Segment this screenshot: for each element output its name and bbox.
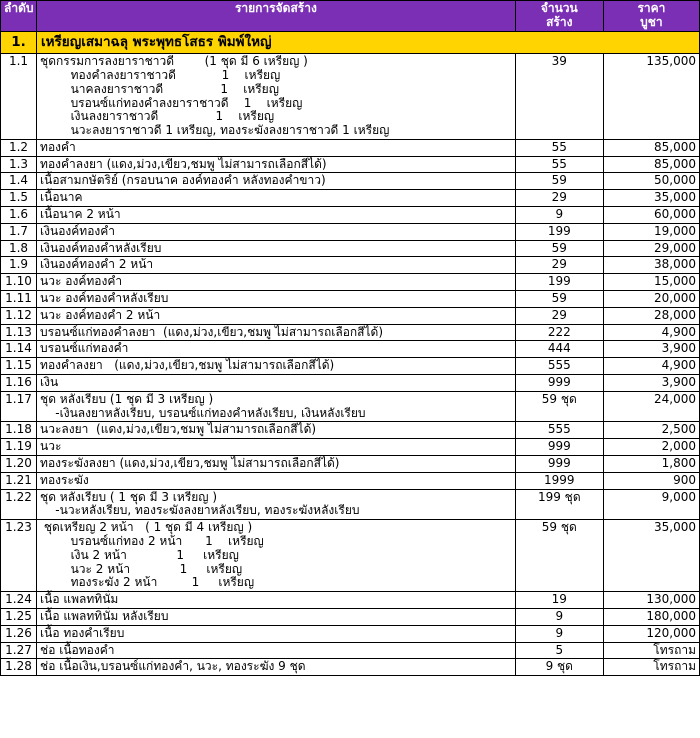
row-number: 1.5: [1, 190, 37, 207]
table-row: [1, 291, 700, 308]
row-description: [37, 609, 516, 626]
row-description: [37, 307, 516, 324]
row-price: 35,000: [603, 190, 699, 207]
row-number: 1.12: [1, 307, 37, 324]
row-quantity: 5: [515, 642, 603, 659]
table-body: [1, 31, 700, 676]
row-number: 1.27: [1, 642, 37, 659]
table-row: [1, 257, 700, 274]
row-description: [37, 358, 516, 375]
row-number: 1.1: [1, 54, 37, 140]
row-quantity: 199: [515, 223, 603, 240]
row-price: 2,000: [603, 439, 699, 456]
row-number: 1.6: [1, 207, 37, 224]
description-line: ทองคำลงยา (แดง,ม่วง,เขียว,ชมพู ไม่สามารถเลือกสีได้): [40, 156, 327, 171]
row-quantity: 59: [515, 291, 603, 308]
row-quantity: 9: [515, 207, 603, 224]
row-number: 1.17: [1, 391, 37, 422]
row-number: 1.7: [1, 223, 37, 240]
row-description: [37, 240, 516, 257]
row-description: [37, 54, 516, 140]
row-description: [37, 173, 516, 190]
row-quantity: 19: [515, 592, 603, 609]
row-quantity: 999: [515, 375, 603, 392]
header-price: [603, 1, 699, 32]
table-row: [1, 472, 700, 489]
row-description: [37, 274, 516, 291]
description-line: นวะลงยา (แดง,ม่วง,เขียว,ชมพู ไม่สามารถเลือกสีได้): [40, 422, 317, 437]
description-line: -นวะหลังเรียบ, ทองระฆังลงยาหลังเรียบ, ทองระฆังหลังเรียบ: [40, 503, 360, 518]
table-row: [1, 207, 700, 224]
row-description: [37, 456, 516, 473]
row-description: [37, 625, 516, 642]
row-number: 1.10: [1, 274, 37, 291]
description-line: เนื้อ แพลททินั่ม: [40, 592, 119, 607]
row-quantity: 1999: [515, 472, 603, 489]
row-description: [37, 207, 516, 224]
row-description: [37, 156, 516, 173]
description-line: ชุดกรรมการลงยาราชาวดี (1 ชุด มี 6 เหรียญ ): [40, 54, 308, 69]
description-line: เงิน 2 หน้า 1 เหรียญ: [40, 547, 239, 562]
row-quantity: 29: [515, 190, 603, 207]
header-no: ลำดับ: [1, 1, 37, 32]
row-quantity: 555: [515, 422, 603, 439]
description-line: ชุดเหรียญ 2 หน้า ( 1 ชุด มี 4 เหรียญ ): [40, 520, 253, 535]
row-quantity: 222: [515, 324, 603, 341]
row-price: 3,900: [603, 341, 699, 358]
row-price: 85,000: [603, 139, 699, 156]
table-row: [1, 642, 700, 659]
description-line: เงิน: [40, 375, 59, 390]
description-line: นวะ: [40, 439, 62, 454]
row-description: [37, 341, 516, 358]
row-quantity: 59: [515, 240, 603, 257]
row-price: 50,000: [603, 173, 699, 190]
row-description: [37, 422, 516, 439]
table-row: [1, 156, 700, 173]
row-description: [37, 659, 516, 676]
row-price: โทรถาม: [603, 659, 699, 676]
row-description: [37, 291, 516, 308]
row-number: 1.20: [1, 456, 37, 473]
row-price: 120,000: [603, 625, 699, 642]
description-line: ทองระฆัง 2 หน้า 1 เหรียญ: [40, 575, 255, 590]
table-row: [1, 422, 700, 439]
table-row: [1, 190, 700, 207]
table-row: [1, 358, 700, 375]
row-price: 15,000: [603, 274, 699, 291]
row-number: 1.24: [1, 592, 37, 609]
row-price: 900: [603, 472, 699, 489]
description-line: เนื้อ แพลททินั่ม หลังเรียบ: [40, 609, 169, 623]
table-row: [1, 489, 700, 520]
description-line: บรอนซ์แก่ทองคำ: [40, 341, 129, 356]
table-row: [1, 592, 700, 609]
row-quantity: 29: [515, 307, 603, 324]
description-line: ทองคำ: [40, 139, 76, 154]
row-quantity: 9: [515, 609, 603, 626]
row-number: 1.3: [1, 156, 37, 173]
row-quantity: 199 ชุด: [515, 489, 603, 520]
row-number: 1.14: [1, 341, 37, 358]
row-quantity: 999: [515, 439, 603, 456]
table-row: [1, 341, 700, 358]
description-line: -เงินลงยาหลังเรียบ, บรอนซ์แก่ทองคำหลังเรียบ, เงินหลังเรียบ: [40, 405, 366, 420]
header-quantity: [515, 1, 603, 32]
row-description: [37, 472, 516, 489]
description-line: ชุด หลังเรียบ (1 ชุด มี 3 เหรียญ ): [40, 391, 214, 406]
row-price: 2,500: [603, 422, 699, 439]
row-price: 29,000: [603, 240, 699, 257]
table-row: [1, 391, 700, 422]
row-number: 1.18: [1, 422, 37, 439]
row-price: 4,900: [603, 324, 699, 341]
row-number: 1.26: [1, 625, 37, 642]
row-number: 1.23: [1, 520, 37, 592]
row-description: [37, 520, 516, 592]
description-line: ช่อ เนื้อทองคำ: [40, 642, 115, 657]
description-line: นวะ องค์ทองคำ: [40, 274, 123, 289]
row-number: 1.4: [1, 173, 37, 190]
header-row: [1, 1, 700, 32]
row-description: [37, 375, 516, 392]
row-quantity: 55: [515, 156, 603, 173]
row-quantity: 444: [515, 341, 603, 358]
row-quantity: 59 ชุด: [515, 391, 603, 422]
row-number: 1.25: [1, 609, 37, 626]
description-line: บรอนซ์แก่ทอง 2 หน้า 1 เหรียญ: [40, 534, 264, 549]
row-quantity: 999: [515, 456, 603, 473]
table-row: [1, 439, 700, 456]
row-price: 24,000: [603, 391, 699, 422]
row-number: 1.15: [1, 358, 37, 375]
row-price: 9,000: [603, 489, 699, 520]
description-line: นาคลงยาราชาวดี 1 เหรียญ: [40, 81, 279, 96]
row-description: [37, 190, 516, 207]
row-number: 1.21: [1, 472, 37, 489]
table-row: [1, 324, 700, 341]
row-price: 28,000: [603, 307, 699, 324]
row-description: [37, 391, 516, 422]
table-row: [1, 274, 700, 291]
table-row: [1, 240, 700, 257]
description-line: บรอนซ์แก่ทองคำลงยา (แดง,ม่วง,เขียว,ชมพู ไม่สามารถเลือกสีได้): [40, 324, 384, 339]
row-price: 19,000: [603, 223, 699, 240]
row-price: 4,900: [603, 358, 699, 375]
row-quantity: 555: [515, 358, 603, 375]
description-line: นวะลงยาราชาวดี 1 เหรียญ, ทองระฆังลงยาราชาวดี 1 เหรียญ: [40, 123, 390, 138]
row-description: [37, 257, 516, 274]
row-description: [37, 592, 516, 609]
table-row: [1, 173, 700, 190]
table-row: [1, 223, 700, 240]
description-line: ทองคำลงยา (แดง,ม่วง,เขียว,ชมพู ไม่สามารถเลือกสีได้): [40, 358, 335, 373]
row-price: 38,000: [603, 257, 699, 274]
description-line: ชุด หลังเรียบ ( 1 ชุด มี 3 เหรียญ ): [40, 489, 218, 504]
table-row: [1, 375, 700, 392]
row-description: [37, 439, 516, 456]
description-line: ทองคำลงยาราชาวดี 1 เหรียญ: [40, 67, 281, 82]
table-row: [1, 54, 700, 140]
description-line: ทองระฆังลงยา (แดง,ม่วง,เขียว,ชมพู ไม่สามารถเลือกสีได้): [40, 456, 340, 471]
row-number: 1.8: [1, 240, 37, 257]
description-line: นวะ 2 หน้า 1 เหรียญ: [40, 561, 243, 576]
description-line: เงินลงยาราชาวดี 1 เหรียญ: [40, 109, 275, 124]
row-number: 1.19: [1, 439, 37, 456]
description-line: เนื้อนาค 2 หน้า: [40, 207, 121, 222]
row-number: 1.2: [1, 139, 37, 156]
row-quantity: 39: [515, 54, 603, 140]
row-number: 1.16: [1, 375, 37, 392]
description-line: เงินองค์ทองคำ 2 หน้า: [40, 257, 154, 272]
table-header: [1, 1, 700, 32]
row-number: 1.9: [1, 257, 37, 274]
row-description: [37, 139, 516, 156]
row-description: [37, 223, 516, 240]
table-row: [1, 520, 700, 592]
table-row: [1, 625, 700, 642]
description-line: เงินองค์ทองคำหลังเรียบ: [40, 240, 162, 255]
section-number: 1.: [1, 31, 37, 54]
row-price: 35,000: [603, 520, 699, 592]
row-price: 130,000: [603, 592, 699, 609]
section-title: เหรียญเสมาฉลุ พระพุทธโสธร พิมพ์ใหญ่: [37, 31, 700, 54]
description-line: บรอนซ์แก่ทองคำลงยาราชาวดี 1 เหรียญ: [40, 95, 303, 110]
table-row: [1, 456, 700, 473]
row-price: 3,900: [603, 375, 699, 392]
table-row: [1, 609, 700, 626]
row-price: 135,000: [603, 54, 699, 140]
row-price: 180,000: [603, 609, 699, 626]
row-description: [37, 324, 516, 341]
row-price: 60,000: [603, 207, 699, 224]
row-description: [37, 642, 516, 659]
row-price: 1,800: [603, 456, 699, 473]
row-quantity: 55: [515, 139, 603, 156]
description-line: นวะ องค์ทองคำ 2 หน้า: [40, 307, 161, 322]
row-number: 1.22: [1, 489, 37, 520]
row-quantity: 29: [515, 257, 603, 274]
header-description: รายการจัดสร้าง: [37, 1, 516, 32]
row-quantity: 9: [515, 625, 603, 642]
row-quantity: 59: [515, 173, 603, 190]
row-quantity: 9 ชุด: [515, 659, 603, 676]
row-number: 1.11: [1, 291, 37, 308]
header-price-line2: บูชา: [640, 14, 663, 29]
row-price: 85,000: [603, 156, 699, 173]
description-line: เนื้อสามกษัตริย์ (กรอบนาค องค์ทองคำ หลังทองคำขาว): [40, 173, 326, 188]
row-quantity: 59 ชุด: [515, 520, 603, 592]
description-line: เนื้อนาค: [40, 190, 83, 205]
description-line: เนื้อ ทองคำเรียบ: [40, 625, 125, 640]
row-number: 1.13: [1, 324, 37, 341]
row-quantity: 199: [515, 274, 603, 291]
header-quantity-line2: สร้าง: [546, 14, 573, 29]
table-row: [1, 659, 700, 676]
row-description: [37, 489, 516, 520]
description-line: ทองระฆัง: [40, 472, 89, 487]
table-row: [1, 307, 700, 324]
row-number: 1.28: [1, 659, 37, 676]
table-row: [1, 139, 700, 156]
header-price-line1: ราคา: [637, 1, 666, 15]
description-line: ช่อ เนื้อเงิน,บรอนซ์แก่ทองคำ, นวะ, ทองระฆัง 9 ชุด: [40, 659, 306, 674]
description-line: เงินองค์ทองคำ: [40, 223, 116, 238]
description-line: นวะ องค์ทองคำหลังเรียบ: [40, 291, 169, 306]
header-quantity-line1: จำนวน: [540, 1, 578, 15]
row-price: 20,000: [603, 291, 699, 308]
row-price: โทรถาม: [603, 642, 699, 659]
section-header-row: [1, 31, 700, 54]
